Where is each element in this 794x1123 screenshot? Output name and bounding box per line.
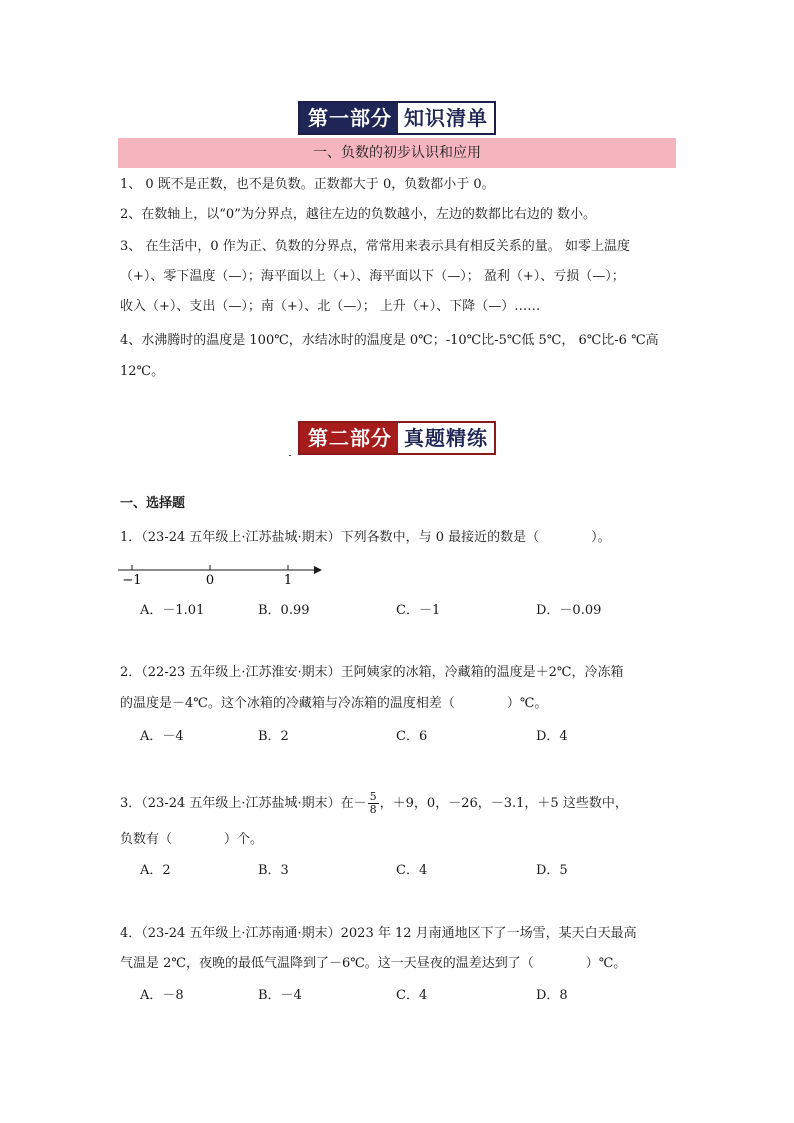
option-d[interactable]: D．－0.09 bbox=[536, 603, 602, 618]
option-c[interactable]: C．－1 bbox=[396, 603, 441, 618]
number-line-arrow bbox=[314, 566, 322, 574]
stray-dot bbox=[289, 455, 291, 456]
knowledge-line: 收入（+）、支出（—）；南（+）、北（—）； 上升（+）、下降（—）…… bbox=[120, 299, 541, 314]
question-3-post: ，＋9，0，－26，－3.1，＋5 这些数中， bbox=[379, 796, 628, 811]
knowledge-line: （+）、零下温度（—）；海平面以上（+）、海平面以下（—）； 盈利（+）、亏损（—）； bbox=[120, 269, 625, 284]
question-1-text: 1．（23-24 五年级上·江苏盐城·期末）下列各数中，与 0 最接近的数是（ ）。 bbox=[120, 530, 611, 545]
option-d[interactable]: D．5 bbox=[536, 863, 568, 878]
knowledge-line: 12℃。 bbox=[120, 364, 165, 379]
option-d[interactable]: D．4 bbox=[536, 729, 568, 744]
question-3-pre: 3．（23-24 五年级上·江苏盐城·期末）在－ bbox=[120, 796, 367, 811]
option-c[interactable]: C．4 bbox=[396, 863, 428, 878]
number-line-label: 0 bbox=[205, 573, 215, 588]
option-b[interactable]: B．2 bbox=[258, 729, 289, 744]
number-line bbox=[118, 560, 324, 588]
part2-banner bbox=[298, 421, 496, 455]
question-4-text-cont: 气温是 2℃，夜晚的最低气温降到了－6℃。这一天昼夜的温差达到了（ ）℃。 bbox=[120, 956, 627, 971]
knowledge-line: 4、水沸腾时的温度是 100℃，水结冰时的温度是 0℃；-10℃比-5℃低 5℃， 6℃比-6 ℃高 bbox=[120, 333, 659, 348]
part1-title: 知识清单 bbox=[398, 103, 494, 133]
fraction-numerator: 5 bbox=[369, 790, 377, 803]
knowledge-line: 1、 0 既不是正数，也不是负数。正数都大于 0，负数都小于 0。 bbox=[120, 177, 495, 192]
option-b[interactable]: B．0.99 bbox=[258, 603, 310, 618]
question-2-text: 2．（22-23 五年级上·江苏淮安·期末）王阿姨家的冰箱，冷藏箱的温度是＋2℃，冷冻箱 bbox=[120, 665, 624, 680]
option-b[interactable]: B．3 bbox=[258, 863, 289, 878]
knowledge-line: 2、在数轴上，以“0”为分界点，越往左边的负数越小，左边的数都比右边的 数小。 bbox=[120, 207, 596, 222]
section1-title: 一、负数的初步认识和应用 bbox=[118, 138, 676, 168]
option-a[interactable]: A．－1.01 bbox=[140, 603, 205, 618]
part1-banner bbox=[298, 101, 496, 135]
number-line-label: 1 bbox=[283, 573, 293, 588]
question-3-text bbox=[120, 790, 628, 818]
part2-title: 真题精练 bbox=[398, 423, 494, 453]
part2-label: 第二部分 bbox=[300, 423, 398, 453]
question-4-text: 4．（23-24 五年级上·江苏南通·期末）2023 年 12 月南通地区下了一场雪，某天白天最高 bbox=[120, 926, 637, 941]
option-a[interactable]: A．－4 bbox=[140, 729, 184, 744]
option-a[interactable]: A．2 bbox=[140, 863, 171, 878]
question-2-text-cont: 的温度是－4℃。这个冰箱的冷藏箱与冷冻箱的温度相差（ ）℃。 bbox=[120, 696, 548, 711]
part1-label: 第一部分 bbox=[300, 103, 398, 133]
fraction bbox=[368, 791, 379, 816]
fraction-denominator: 8 bbox=[369, 803, 377, 816]
option-a[interactable]: A．－8 bbox=[140, 988, 184, 1003]
section2-title: 一、选择题 bbox=[120, 496, 186, 511]
option-c[interactable]: C．6 bbox=[396, 729, 428, 744]
option-d[interactable]: D．8 bbox=[536, 988, 568, 1003]
knowledge-line: 3、 在生活中，0 作为正、负数的分界点，常常用来表示具有相反关系的量。 如零上温度 bbox=[120, 239, 630, 254]
option-c[interactable]: C．4 bbox=[396, 988, 428, 1003]
number-line-label: −1 bbox=[122, 573, 142, 588]
question-3-text-cont: 负数有（ ）个。 bbox=[120, 832, 264, 847]
option-b[interactable]: B．－4 bbox=[258, 988, 302, 1003]
